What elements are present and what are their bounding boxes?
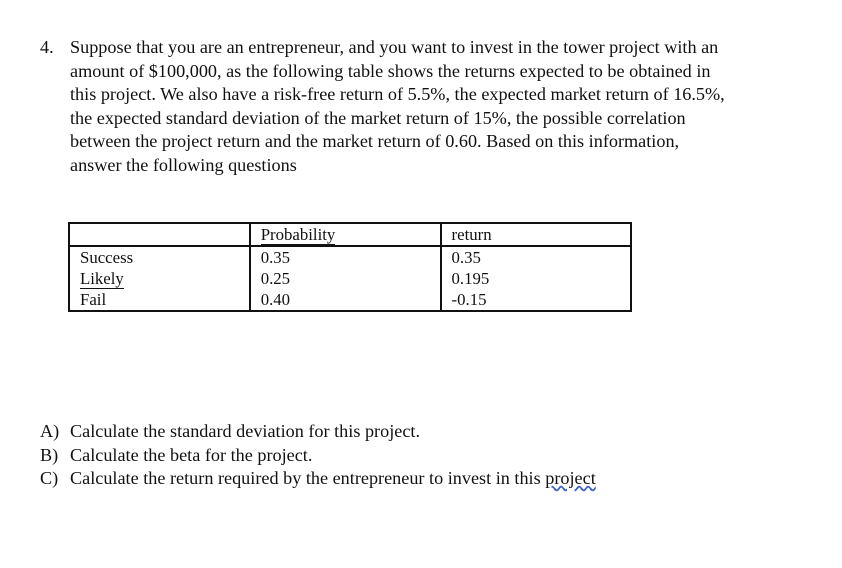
- question-line: the expected standard deviation of the market return of 15%, the possible correlation: [70, 107, 686, 128]
- spellcheck-word: project: [545, 468, 596, 488]
- question-block: [40, 36, 830, 178]
- sub-question-text: Calculate the return required by the entrepreneur to invest in this: [70, 468, 546, 488]
- sub-question-text: Calculate the beta for the project.: [70, 444, 313, 465]
- sub-question-letter: B): [40, 444, 59, 465]
- table-cell-probability: 0.25: [250, 268, 441, 289]
- table-cell-return: 0.35: [441, 246, 631, 268]
- sub-question-a: [40, 420, 596, 444]
- table-row: [69, 268, 631, 289]
- table-cell-state: Fail: [69, 289, 250, 311]
- probability-header: Probability: [260, 225, 336, 244]
- question-line: between the project return and the market return of 0.60. Based on this information,: [70, 131, 680, 152]
- question-line: Suppose that you are an entrepreneur, and you want to invest in the tower project with an: [70, 37, 719, 57]
- returns-table: [68, 222, 632, 312]
- sub-question-c: [40, 467, 596, 491]
- question-number: 4.: [40, 37, 54, 57]
- table-row: [69, 246, 631, 268]
- sub-question-letter: C): [40, 468, 59, 488]
- table-cell-return: 0.195: [441, 268, 631, 289]
- table-cell-return: -0.15: [441, 289, 631, 311]
- sub-question-letter: A): [40, 421, 60, 441]
- sub-question-b: [40, 444, 596, 468]
- likely-label: Likely: [80, 269, 124, 288]
- question-line: answer the following questions: [70, 154, 297, 175]
- table-header-cell: return: [441, 223, 631, 246]
- question-line: amount of $100,000, as the following table shows the returns expected to be obtained in: [70, 60, 711, 81]
- sub-questions: [40, 420, 596, 491]
- table-cell-probability: 0.40: [250, 289, 441, 311]
- table-header-cell: [69, 223, 250, 246]
- sub-question-text: Calculate the standard deviation for this project.: [70, 421, 420, 441]
- question-text: [70, 36, 830, 178]
- table-cell-probability: 0.35: [250, 246, 441, 268]
- table-header-cell: [250, 223, 441, 246]
- table-row: [69, 289, 631, 311]
- question-line: this project. We also have a risk-free return of 5.5%, the expected market return of 16.5%,: [70, 84, 725, 105]
- table-header-row: [69, 223, 631, 246]
- table-cell-state: [69, 268, 250, 289]
- table-cell-state: Success: [69, 246, 250, 268]
